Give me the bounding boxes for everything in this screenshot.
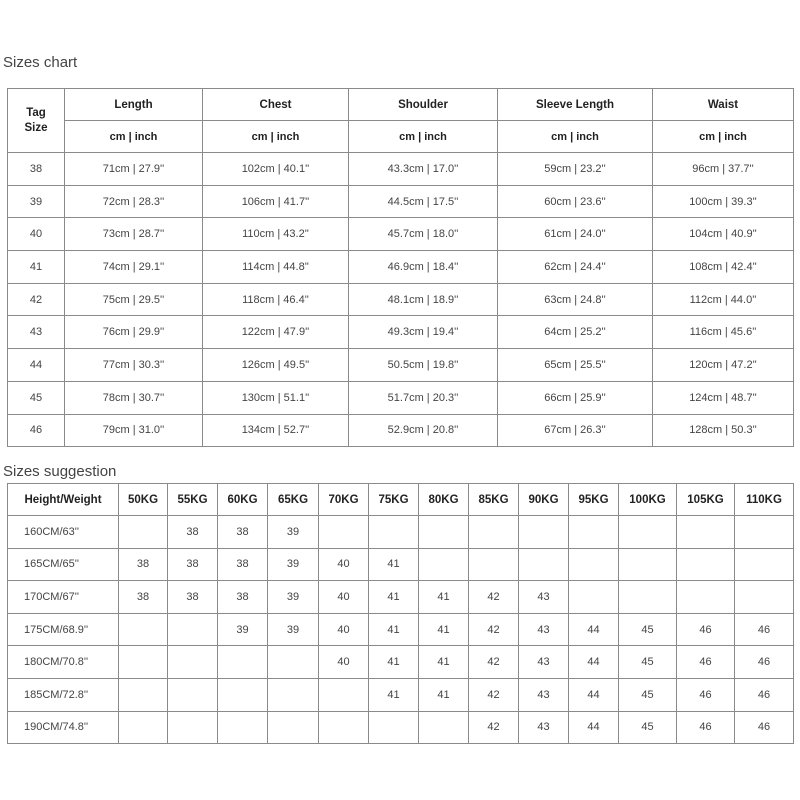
suggested-size-cell: 39	[218, 613, 268, 646]
suggested-size-cell: 38	[218, 548, 268, 581]
table-row	[8, 678, 794, 711]
tag-size-header-line: Tag	[26, 106, 46, 119]
measurement-cell: 62cm | 24.4''	[498, 251, 653, 284]
sizes-header-row	[8, 89, 794, 121]
measurement-cell: 76cm | 29.9''	[65, 316, 203, 349]
table-row	[8, 251, 794, 284]
suggested-size-cell: 42	[469, 613, 519, 646]
measurement-cell: 67cm | 26.3''	[498, 414, 653, 447]
weight-header: 95KG	[569, 484, 619, 516]
measurement-cell: 78cm | 30.7''	[65, 381, 203, 414]
suggested-size-cell: 38	[119, 581, 168, 614]
suggested-size-cell: 46	[735, 646, 794, 679]
suggested-size-cell	[119, 646, 168, 679]
suggested-size-cell	[469, 516, 519, 549]
suggested-size-cell	[677, 516, 735, 549]
suggested-size-cell	[735, 516, 794, 549]
suggested-size-cell: 43	[519, 678, 569, 711]
suggested-size-cell	[268, 711, 319, 744]
tag-size-cell: 46	[8, 414, 65, 447]
unit-header: cm | inch	[653, 121, 794, 153]
suggested-size-cell	[319, 678, 369, 711]
suggested-size-cell	[419, 711, 469, 744]
suggested-size-cell: 44	[569, 711, 619, 744]
height-cell: 160CM/63''	[8, 516, 119, 549]
suggested-size-cell: 38	[218, 516, 268, 549]
suggested-size-cell: 43	[519, 581, 569, 614]
tag-size-cell: 42	[8, 283, 65, 316]
suggested-size-cell: 40	[319, 548, 369, 581]
suggested-size-cell: 40	[319, 613, 369, 646]
suggested-size-cell	[677, 548, 735, 581]
suggested-size-cell: 40	[319, 646, 369, 679]
measurement-cell: 118cm | 46.4''	[203, 283, 349, 316]
measurement-cell: 61cm | 24.0''	[498, 218, 653, 251]
table-row	[8, 283, 794, 316]
suggested-size-cell	[569, 581, 619, 614]
suggested-size-cell	[218, 646, 268, 679]
suggested-size-cell: 44	[569, 678, 619, 711]
measurement-cell: 128cm | 50.3''	[653, 414, 794, 447]
unit-header: cm | inch	[203, 121, 349, 153]
weight-header: 100KG	[619, 484, 677, 516]
table-row	[8, 711, 794, 744]
suggested-size-cell: 46	[677, 711, 735, 744]
unit-header-row	[8, 121, 794, 153]
suggested-size-cell	[168, 613, 218, 646]
suggested-size-cell	[619, 548, 677, 581]
measurement-cell: 120cm | 47.2''	[653, 349, 794, 382]
suggested-size-cell	[569, 516, 619, 549]
weight-header: 60KG	[218, 484, 268, 516]
height-cell: 190CM/74.8''	[8, 711, 119, 744]
measurement-cell: 51.7cm | 20.3''	[349, 381, 498, 414]
suggested-size-cell	[168, 646, 218, 679]
suggested-size-cell: 46	[735, 678, 794, 711]
sizes-chart-title: Sizes chart	[3, 54, 78, 71]
suggested-size-cell: 41	[369, 678, 419, 711]
weight-header: 110KG	[735, 484, 794, 516]
suggested-size-cell: 44	[569, 646, 619, 679]
suggested-size-cell: 46	[677, 678, 735, 711]
suggested-size-cell: 46	[735, 711, 794, 744]
suggested-size-cell: 38	[168, 548, 218, 581]
tag-size-cell: 39	[8, 185, 65, 218]
suggested-size-cell	[369, 711, 419, 744]
suggested-size-cell: 41	[419, 581, 469, 614]
measurement-cell: 49.3cm | 19.4''	[349, 316, 498, 349]
suggested-size-cell	[569, 548, 619, 581]
weight-header: 80KG	[419, 484, 469, 516]
tag-size-cell: 40	[8, 218, 65, 251]
weight-header: 70KG	[319, 484, 369, 516]
suggested-size-cell	[519, 548, 569, 581]
suggested-size-cell: 39	[268, 548, 319, 581]
suggested-size-cell	[369, 516, 419, 549]
suggested-size-cell: 38	[119, 548, 168, 581]
suggested-size-cell: 41	[369, 646, 419, 679]
suggested-size-cell	[119, 711, 168, 744]
height-cell: 175CM/68.9''	[8, 613, 119, 646]
table-row	[8, 185, 794, 218]
suggested-size-cell: 41	[419, 678, 469, 711]
table-row	[8, 646, 794, 679]
suggested-size-cell	[677, 581, 735, 614]
measurement-cell: 102cm | 40.1''	[203, 153, 349, 186]
suggested-size-cell: 46	[677, 646, 735, 679]
suggested-size-cell	[619, 581, 677, 614]
suggested-size-cell	[319, 711, 369, 744]
suggested-size-cell	[735, 581, 794, 614]
measurement-cell: 60cm | 23.6''	[498, 185, 653, 218]
measurement-cell: 59cm | 23.2''	[498, 153, 653, 186]
suggested-size-cell: 41	[369, 548, 419, 581]
measurement-cell: 64cm | 25.2''	[498, 316, 653, 349]
suggested-size-cell	[168, 678, 218, 711]
measurement-cell: 104cm | 40.9''	[653, 218, 794, 251]
sizes-chart-table	[7, 88, 794, 447]
suggested-size-cell: 38	[218, 581, 268, 614]
measurement-cell: 96cm | 37.7''	[653, 153, 794, 186]
suggestion-header-row	[8, 484, 794, 516]
measurement-cell: 52.9cm | 20.8''	[349, 414, 498, 447]
suggested-size-cell	[218, 678, 268, 711]
measurement-cell: 46.9cm | 18.4''	[349, 251, 498, 284]
measurement-cell: 63cm | 24.8''	[498, 283, 653, 316]
weight-header: 75KG	[369, 484, 419, 516]
table-row	[8, 316, 794, 349]
tag-size-cell: 45	[8, 381, 65, 414]
table-row	[8, 516, 794, 549]
measure-header: Chest	[203, 89, 349, 121]
suggested-size-cell: 45	[619, 678, 677, 711]
measure-header: Length	[65, 89, 203, 121]
weight-header: 85KG	[469, 484, 519, 516]
measurement-cell: 108cm | 42.4''	[653, 251, 794, 284]
suggested-size-cell: 43	[519, 711, 569, 744]
measurement-cell: 110cm | 43.2''	[203, 218, 349, 251]
weight-header: 65KG	[268, 484, 319, 516]
measurement-cell: 66cm | 25.9''	[498, 381, 653, 414]
unit-header: cm | inch	[349, 121, 498, 153]
unit-header: cm | inch	[65, 121, 203, 153]
measurement-cell: 79cm | 31.0''	[65, 414, 203, 447]
suggested-size-cell: 38	[168, 516, 218, 549]
measurement-cell: 72cm | 28.3''	[65, 185, 203, 218]
height-cell: 185CM/72.8''	[8, 678, 119, 711]
suggested-size-cell	[319, 516, 369, 549]
suggested-size-cell	[735, 548, 794, 581]
suggested-size-cell	[268, 678, 319, 711]
suggested-size-cell: 43	[519, 646, 569, 679]
tag-size-header-line: Size	[24, 121, 48, 134]
suggested-size-cell	[469, 548, 519, 581]
measurement-cell: 65cm | 25.5''	[498, 349, 653, 382]
suggested-size-cell	[168, 711, 218, 744]
tag-size-cell: 43	[8, 316, 65, 349]
measurement-cell: 116cm | 45.6''	[653, 316, 794, 349]
measurement-cell: 112cm | 44.0''	[653, 283, 794, 316]
suggested-size-cell: 39	[268, 613, 319, 646]
measurement-cell: 71cm | 27.9''	[65, 153, 203, 186]
suggested-size-cell	[218, 711, 268, 744]
table-row	[8, 548, 794, 581]
height-cell: 180CM/70.8''	[8, 646, 119, 679]
tag-size-header	[8, 89, 65, 153]
table-row	[8, 581, 794, 614]
measurement-cell: 48.1cm | 18.9''	[349, 283, 498, 316]
measurement-cell: 44.5cm | 17.5''	[349, 185, 498, 218]
suggested-size-cell	[119, 678, 168, 711]
tag-size-cell: 38	[8, 153, 65, 186]
measurement-cell: 122cm | 47.9''	[203, 316, 349, 349]
measurement-cell: 77cm | 30.3''	[65, 349, 203, 382]
measurement-cell: 130cm | 51.1''	[203, 381, 349, 414]
table-row	[8, 613, 794, 646]
weight-header: 105KG	[677, 484, 735, 516]
measurement-cell: 124cm | 48.7''	[653, 381, 794, 414]
tag-size-cell: 44	[8, 349, 65, 382]
height-cell: 165CM/65''	[8, 548, 119, 581]
table-row	[8, 349, 794, 382]
measure-header: Sleeve Length	[498, 89, 653, 121]
measurement-cell: 74cm | 29.1''	[65, 251, 203, 284]
measure-header: Waist	[653, 89, 794, 121]
table-row	[8, 153, 794, 186]
table-row	[8, 414, 794, 447]
weight-header: 50KG	[119, 484, 168, 516]
measurement-cell: 134cm | 52.7''	[203, 414, 349, 447]
suggested-size-cell: 41	[419, 646, 469, 679]
suggested-size-cell: 41	[369, 581, 419, 614]
suggested-size-cell: 39	[268, 516, 319, 549]
measurement-cell: 73cm | 28.7''	[65, 218, 203, 251]
weight-header: 55KG	[168, 484, 218, 516]
weight-header: 90KG	[519, 484, 569, 516]
suggested-size-cell	[268, 646, 319, 679]
measurement-cell: 114cm | 44.8''	[203, 251, 349, 284]
suggested-size-cell	[519, 516, 569, 549]
measurement-cell: 100cm | 39.3''	[653, 185, 794, 218]
measurement-cell: 126cm | 49.5''	[203, 349, 349, 382]
suggested-size-cell: 41	[419, 613, 469, 646]
suggested-size-cell	[119, 613, 168, 646]
height-weight-header: Height/Weight	[8, 484, 119, 516]
sizes-suggestion-table	[7, 483, 794, 744]
suggested-size-cell: 42	[469, 678, 519, 711]
measurement-cell: 75cm | 29.5''	[65, 283, 203, 316]
table-row	[8, 381, 794, 414]
measurement-cell: 106cm | 41.7''	[203, 185, 349, 218]
suggested-size-cell: 39	[268, 581, 319, 614]
measurement-cell: 43.3cm | 17.0''	[349, 153, 498, 186]
suggested-size-cell: 40	[319, 581, 369, 614]
suggested-size-cell: 43	[519, 613, 569, 646]
measurement-cell: 50.5cm | 19.8''	[349, 349, 498, 382]
table-row	[8, 218, 794, 251]
measurement-cell: 45.7cm | 18.0''	[349, 218, 498, 251]
suggested-size-cell: 45	[619, 711, 677, 744]
suggested-size-cell: 41	[369, 613, 419, 646]
suggested-size-cell	[419, 516, 469, 549]
suggested-size-cell: 44	[569, 613, 619, 646]
suggested-size-cell: 45	[619, 613, 677, 646]
suggested-size-cell	[419, 548, 469, 581]
tag-size-cell: 41	[8, 251, 65, 284]
sizes-suggestion-title: Sizes suggestion	[3, 463, 117, 480]
unit-header: cm | inch	[498, 121, 653, 153]
suggested-size-cell: 46	[677, 613, 735, 646]
suggested-size-cell: 42	[469, 581, 519, 614]
suggested-size-cell: 42	[469, 711, 519, 744]
suggested-size-cell	[619, 516, 677, 549]
measure-header: Shoulder	[349, 89, 498, 121]
suggested-size-cell: 42	[469, 646, 519, 679]
suggested-size-cell: 38	[168, 581, 218, 614]
suggested-size-cell	[119, 516, 168, 549]
height-cell: 170CM/67''	[8, 581, 119, 614]
suggested-size-cell: 45	[619, 646, 677, 679]
suggested-size-cell: 46	[735, 613, 794, 646]
